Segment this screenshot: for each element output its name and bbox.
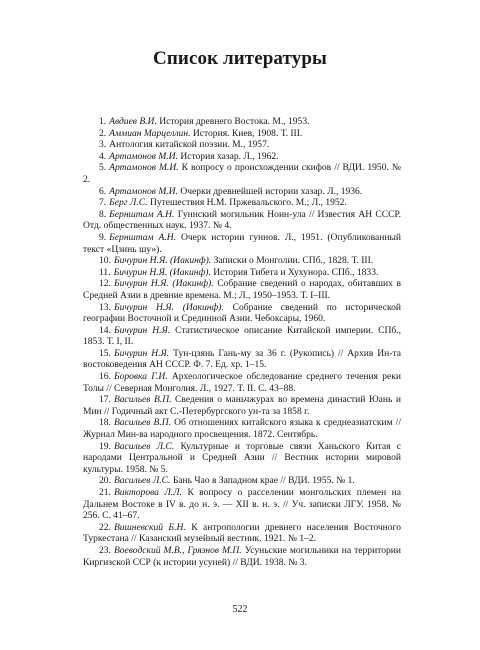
reference-author: Викторова Л.Л. [113,487,183,498]
reference-entry [83,348,401,371]
reference-entry [83,475,401,487]
reference-author: Васильев В.П. [113,417,172,429]
reference-number: 23. [99,544,111,556]
reference-entry [83,487,401,522]
reference-number: 1. [99,116,107,127]
reference-entry [83,417,401,440]
reference-author: Бичурин Н.Я. (Иакинф). [113,278,214,290]
reference-number: 19. [99,440,111,452]
reference-author: Васильев В.П. [113,394,172,406]
reference-number: 17. [99,394,111,406]
reference-number: 12. [99,278,111,290]
reference-text: Собрание сведений о народах, обитавших в Средней Азии в древние времена. М.; Л., 1950–1953. Т. I–III. [83,278,401,301]
reference-author: Берг Л.С. [109,197,148,209]
reference-number: 21. [99,487,111,498]
reference-number: 22. [99,521,111,533]
reference-text: Очерки древнейшей истории хазар. Л., 1936. [180,185,363,197]
reference-entry [83,232,401,255]
reference-text: К антропологии древнего населения Восточного Туркестана // Казанский музейный вестник. 1921. № 1–2. [83,521,401,545]
reference-number: 14. [99,324,111,336]
reference-entry [83,255,401,267]
reference-number: 5. [99,162,107,174]
reference-entry [83,128,401,140]
reference-author: Артамонов М.И. [109,150,178,162]
reference-entry [83,394,401,417]
reference-author: Бичурин Н.Я. [113,347,170,359]
reference-text: История. Киев, 1908. Т. III. [192,127,303,139]
reference-text: Очерк истории гуннов. Л., 1951. (Опубликованный текст «Цзинь шу»). [83,231,401,255]
reference-entry [83,278,401,301]
reference-number: 6. [99,185,107,197]
reference-author: Васильев Л.С. [113,475,171,487]
reference-text: Культурные и торговые связи Ханьского Китая с народами Центральной и Средней Азии // Вестник истории мировой культуры. 1958. № 5. [83,440,402,475]
reference-text: История Тибета и Хухунора. СПб., 1833. [213,266,379,278]
reference-text: Собрание сведений по исторической географии Восточной и Срединной Азии. Чебоксары, 1960. [83,301,401,325]
reference-text: Статистическое описание Китайской империи. СПб., 1853. Т. I, II. [83,324,402,348]
reference-author: Вишневский Б.Н. [113,521,186,533]
reference-author: Бичурин Н.Я. (Иакинф). [113,301,224,313]
reference-author: Артамонов М.И. [109,162,179,174]
reference-author: Боровка Г.И. [113,371,168,383]
reference-text: Тун-цзянь Гань-му за 36 г. (Рукопись) // Архив Ин-та востоковедения АН СССР. Ф. 7. Ед. хр. 1–15. [83,347,401,371]
reference-number: 7. [99,197,107,209]
reference-entry [83,209,401,232]
reference-text: Бань Чао в Западном крае // ВДИ. 1955. № 1. [172,475,355,487]
reference-author: Авдиев В.И. [109,116,157,127]
reference-list [83,116,401,568]
reference-text: К вопросу о расселении монгольских племен на Дальнем Востоке в IV в. до н. э. — XII в. н. э. // Уч. записки ЛГУ. 1958. № 256. С. 41–67. [83,487,401,522]
reference-text: Об отношениях китайского языка к среднеазиатским // Журнал Мин-ва народного просвещения. 1872. Сентябрь. [83,417,401,441]
reference-author: Артамонов М.И. [109,185,178,197]
reference-text: Археологическое обследование среднего течения реки Толы // Северная Монголия. Л., 1927. Т. II. С. 43–88. [83,371,402,394]
reference-entry [83,151,401,163]
reference-entry [83,116,401,128]
reference-number: 13. [99,301,111,313]
reference-entry [83,186,401,198]
reference-author: Бичурин Н.Я. [113,324,171,336]
reference-author: Бичурин Н.Я. (Иакинф). [113,266,211,278]
reference-entry [83,441,401,476]
reference-entry [83,545,401,568]
reference-text: История хазар. Л., 1962. [180,150,279,162]
reference-number: 20. [99,475,111,487]
reference-author: Аммиан Марцеллин. [109,127,191,139]
reference-entry [83,371,401,394]
reference-entry [83,522,401,545]
reference-text: Антология китайской поэзии. М., 1957. [109,139,270,151]
reference-number: 15. [99,347,111,359]
reference-text: Записки о Монголии. СПб., 1828. Т. III. [213,255,374,267]
page-title: Список литературы [153,48,327,69]
reference-author: Бернштам А.Н. [109,208,175,220]
reference-author: Бернштам А.Н. [109,231,177,243]
reference-number: 4. [99,150,107,162]
reference-entry [83,197,401,209]
reference-text: Сведения о маньчжурах во времена династий Юань и Мин // Годичный акт С.-Петербургского ун-та за 1858 г. [83,394,401,417]
reference-entry [83,302,401,325]
reference-author: Воеводский М.В., Грязнов М.П. [113,544,242,556]
reference-number: 16. [99,371,111,383]
reference-author: Бичурин Н.Я. (Иакинф). [113,255,212,267]
reference-number: 9. [99,231,107,243]
reference-entry [83,325,401,348]
reference-author: Васильев Л.С. [113,440,175,452]
reference-entry [83,267,401,279]
reference-text: Путешествия Н.М. Пржевальского. М.; Л., 1952. [149,197,347,209]
reference-text: Гуннский могильник Ноин-ула // Известия АН СССР. Отд. общественных наук. 1937. № 4. [83,208,401,232]
reference-number: 10. [99,255,111,267]
reference-text: Усуньские могильники на территории Киргизской ССР (к истории усуней) // ВДИ. 1938. № 3. [83,544,401,568]
reference-number: 11. [99,266,111,278]
reference-number: 3. [99,139,107,151]
reference-text: История древнего Востока. М., 1953. [159,116,310,127]
reference-number: 8. [99,208,107,220]
reference-number: 18. [99,417,111,429]
reference-entry [83,139,401,151]
reference-text: К вопросу о происхождении скифов // ВДИ. 1950. № 2. [83,162,401,185]
reference-number: 2. [99,127,107,139]
page-number: 522 [232,604,248,615]
reference-entry [83,162,401,185]
